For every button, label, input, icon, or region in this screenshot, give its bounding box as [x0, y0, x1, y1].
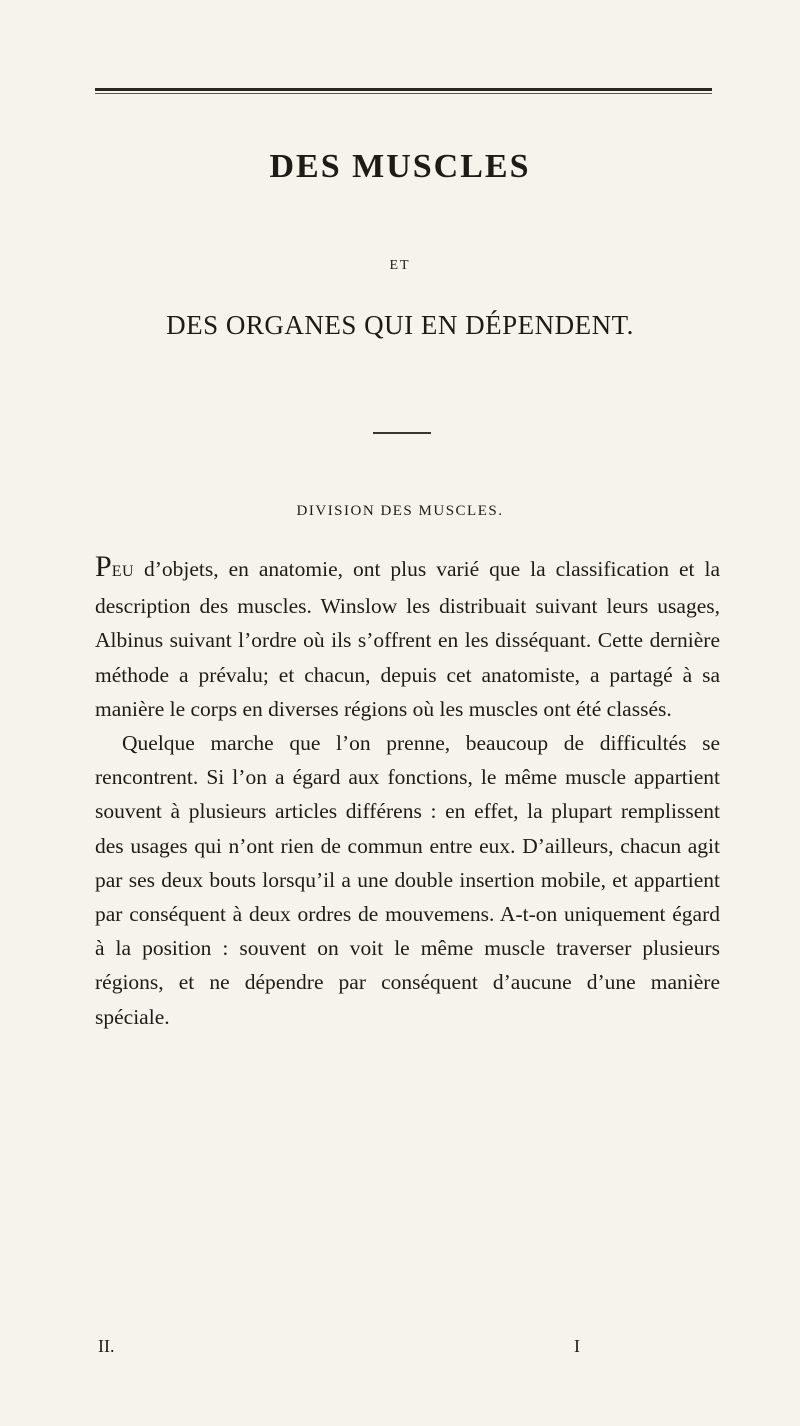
top-rule [95, 88, 712, 94]
body-text [95, 552, 720, 1034]
small-caps-text: EU [111, 563, 135, 580]
page-title: DES MUSCLES [269, 148, 531, 185]
paragraph-1-text: d’objets, en anatomie, ont plus varié que la classification et la description des muscles. Winslow les distribuait suivant leurs usages, Albinus suivant l’ordre où ils s’offrent en les disséquant. Cette dernière méthode a prévalu; et chacun, depuis cet anatomiste, a partagé à sa manière le corps en diverses régions où les muscles ont été classés. [95, 557, 720, 721]
short-rule [373, 432, 431, 434]
paragraph-2: Quelque marche que l’on prenne, beaucoup de difficultés se rencontrent. Si l’on a égard aux fonctions, le même muscle appartient souvent à plusieurs articles différens : en effet, la plupart remplissent des usages qui n’ont rien de commun entre eux. D’ailleurs, chacun agit par ses deux bouts lorsqu’il a une double insertion mobile, et appartient par conséquent à deux ordres de mouvemens. A-t-on uniquement égard à la position : souvent on voit le même muscle traverser plusieurs régions, et ne dépendre par conséquent d’aucune d’une manière spéciale. [95, 731, 720, 1029]
signature-mark-left: II. [98, 1336, 115, 1356]
drop-cap: P [95, 550, 112, 583]
signature-mark-right: I [574, 1336, 580, 1356]
paragraph-1 [95, 552, 720, 726]
page-subtitle: DES ORGANES QUI EN DÉPENDENT. [166, 310, 634, 340]
title-conjunction: ET [389, 258, 411, 273]
section-heading: DIVISION DES MUSCLES. [296, 503, 504, 519]
